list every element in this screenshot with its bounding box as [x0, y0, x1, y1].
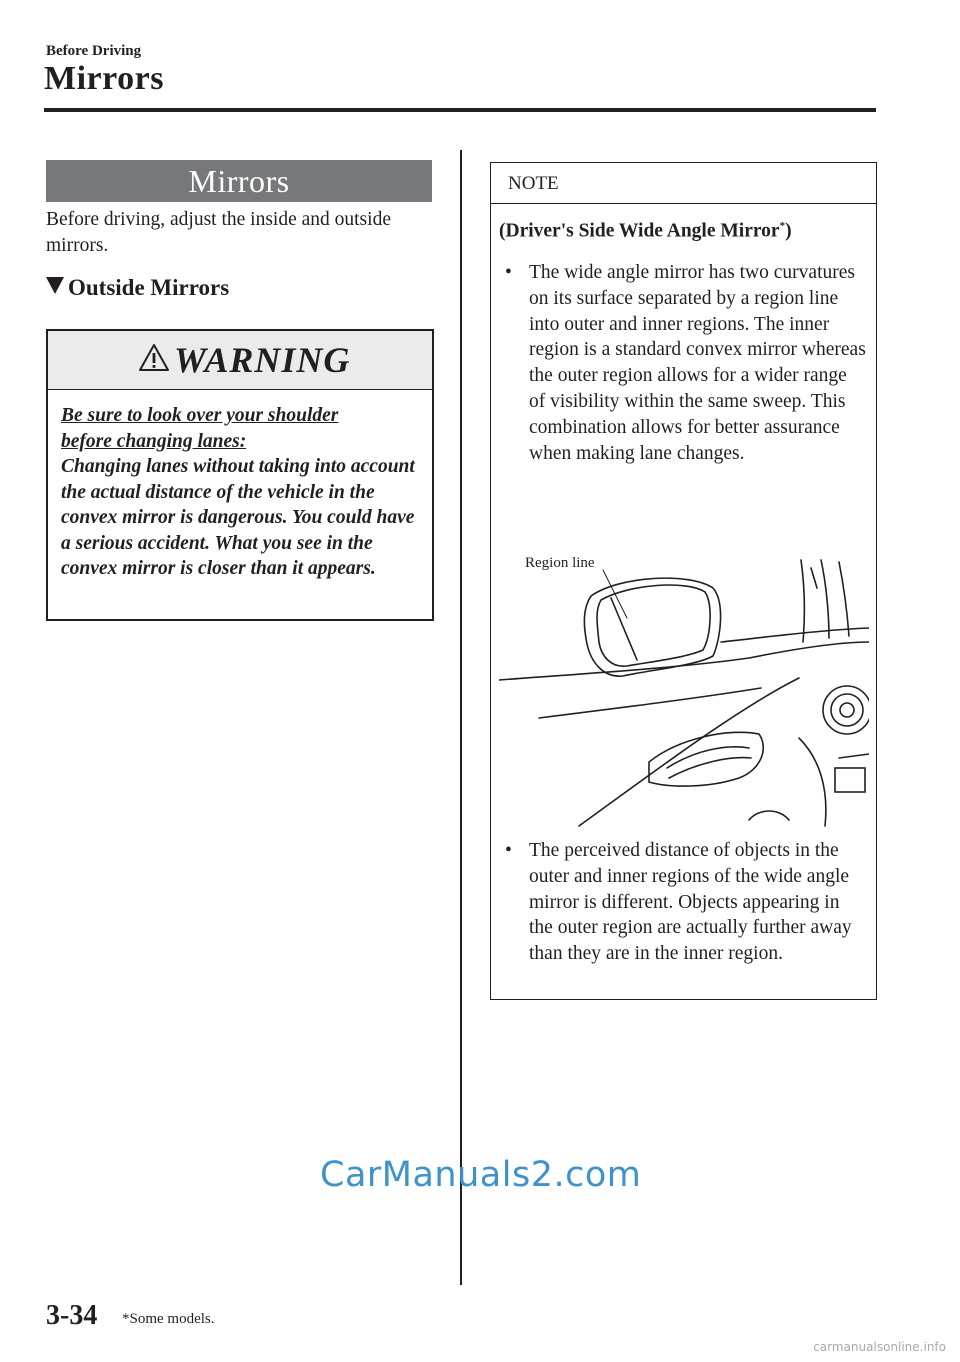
note-header	[491, 163, 876, 204]
warning-underlined-line-2: before changing lanes:	[61, 430, 247, 452]
subheading-text: Outside Mirrors	[68, 275, 230, 300]
section-title-bar: Mirrors	[46, 160, 432, 202]
warning-underlined-line-1: Be sure to look over your shoulder	[61, 405, 339, 426]
bullet-text: The wide angle mirror has two curvatures on its surface separated by a region line into outer and inner regions. The inner region is a standard convex mirror whereas the outer region allows for a wider range of visibility within the same sweep. This combination allows for better assurance when making lane changes.	[529, 262, 866, 464]
page-number: 3-34	[46, 1300, 98, 1331]
site-footer: carmanualsonline.info	[813, 1340, 946, 1354]
note-bullet-1	[505, 260, 867, 466]
region-line-label: Region line	[525, 555, 595, 571]
warning-text: Changing lanes without taking into account the actual distance of the vehicle in the convex mirror is dangerous. You could have a serious accident. What you see in the convex mirror is closer than it appears.	[61, 456, 415, 579]
note-label: NOTE	[508, 173, 559, 194]
bullet-dot-icon: •	[505, 262, 512, 283]
bullet-dot-icon: •	[505, 840, 512, 861]
triangle-marker-icon	[46, 277, 64, 294]
header-rule	[44, 108, 876, 112]
wide-angle-mirror-illustration	[499, 558, 869, 828]
note-box	[490, 162, 877, 1000]
watermark: CarManuals2.com	[320, 1155, 642, 1195]
note-bullet-2	[505, 838, 867, 967]
section-label: Before Driving	[46, 43, 142, 59]
warning-header	[48, 331, 432, 390]
warning-title: WARNING	[174, 340, 351, 380]
footnote: *Some models.	[122, 1311, 215, 1327]
warning-body	[61, 403, 427, 582]
some-models-marker: *	[779, 220, 786, 232]
page-title: Mirrors	[44, 60, 164, 97]
subheading-outside-mirrors	[46, 275, 229, 301]
column-divider	[460, 150, 462, 1285]
note-title-text: (Driver's Side Wide Angle Mirror	[499, 220, 780, 242]
warning-box	[46, 329, 434, 621]
intro-paragraph: Before driving, adjust the inside and outside mirrors.	[46, 209, 391, 256]
bullet-text: The perceived distance of objects in the outer and inner regions of the wide angle mirror is different. Objects appearing in the outer region are actually further away than they are in the inner region.	[529, 840, 852, 965]
note-title	[499, 220, 792, 243]
warning-triangle-icon	[138, 343, 170, 373]
note-title-close: )	[785, 220, 792, 242]
